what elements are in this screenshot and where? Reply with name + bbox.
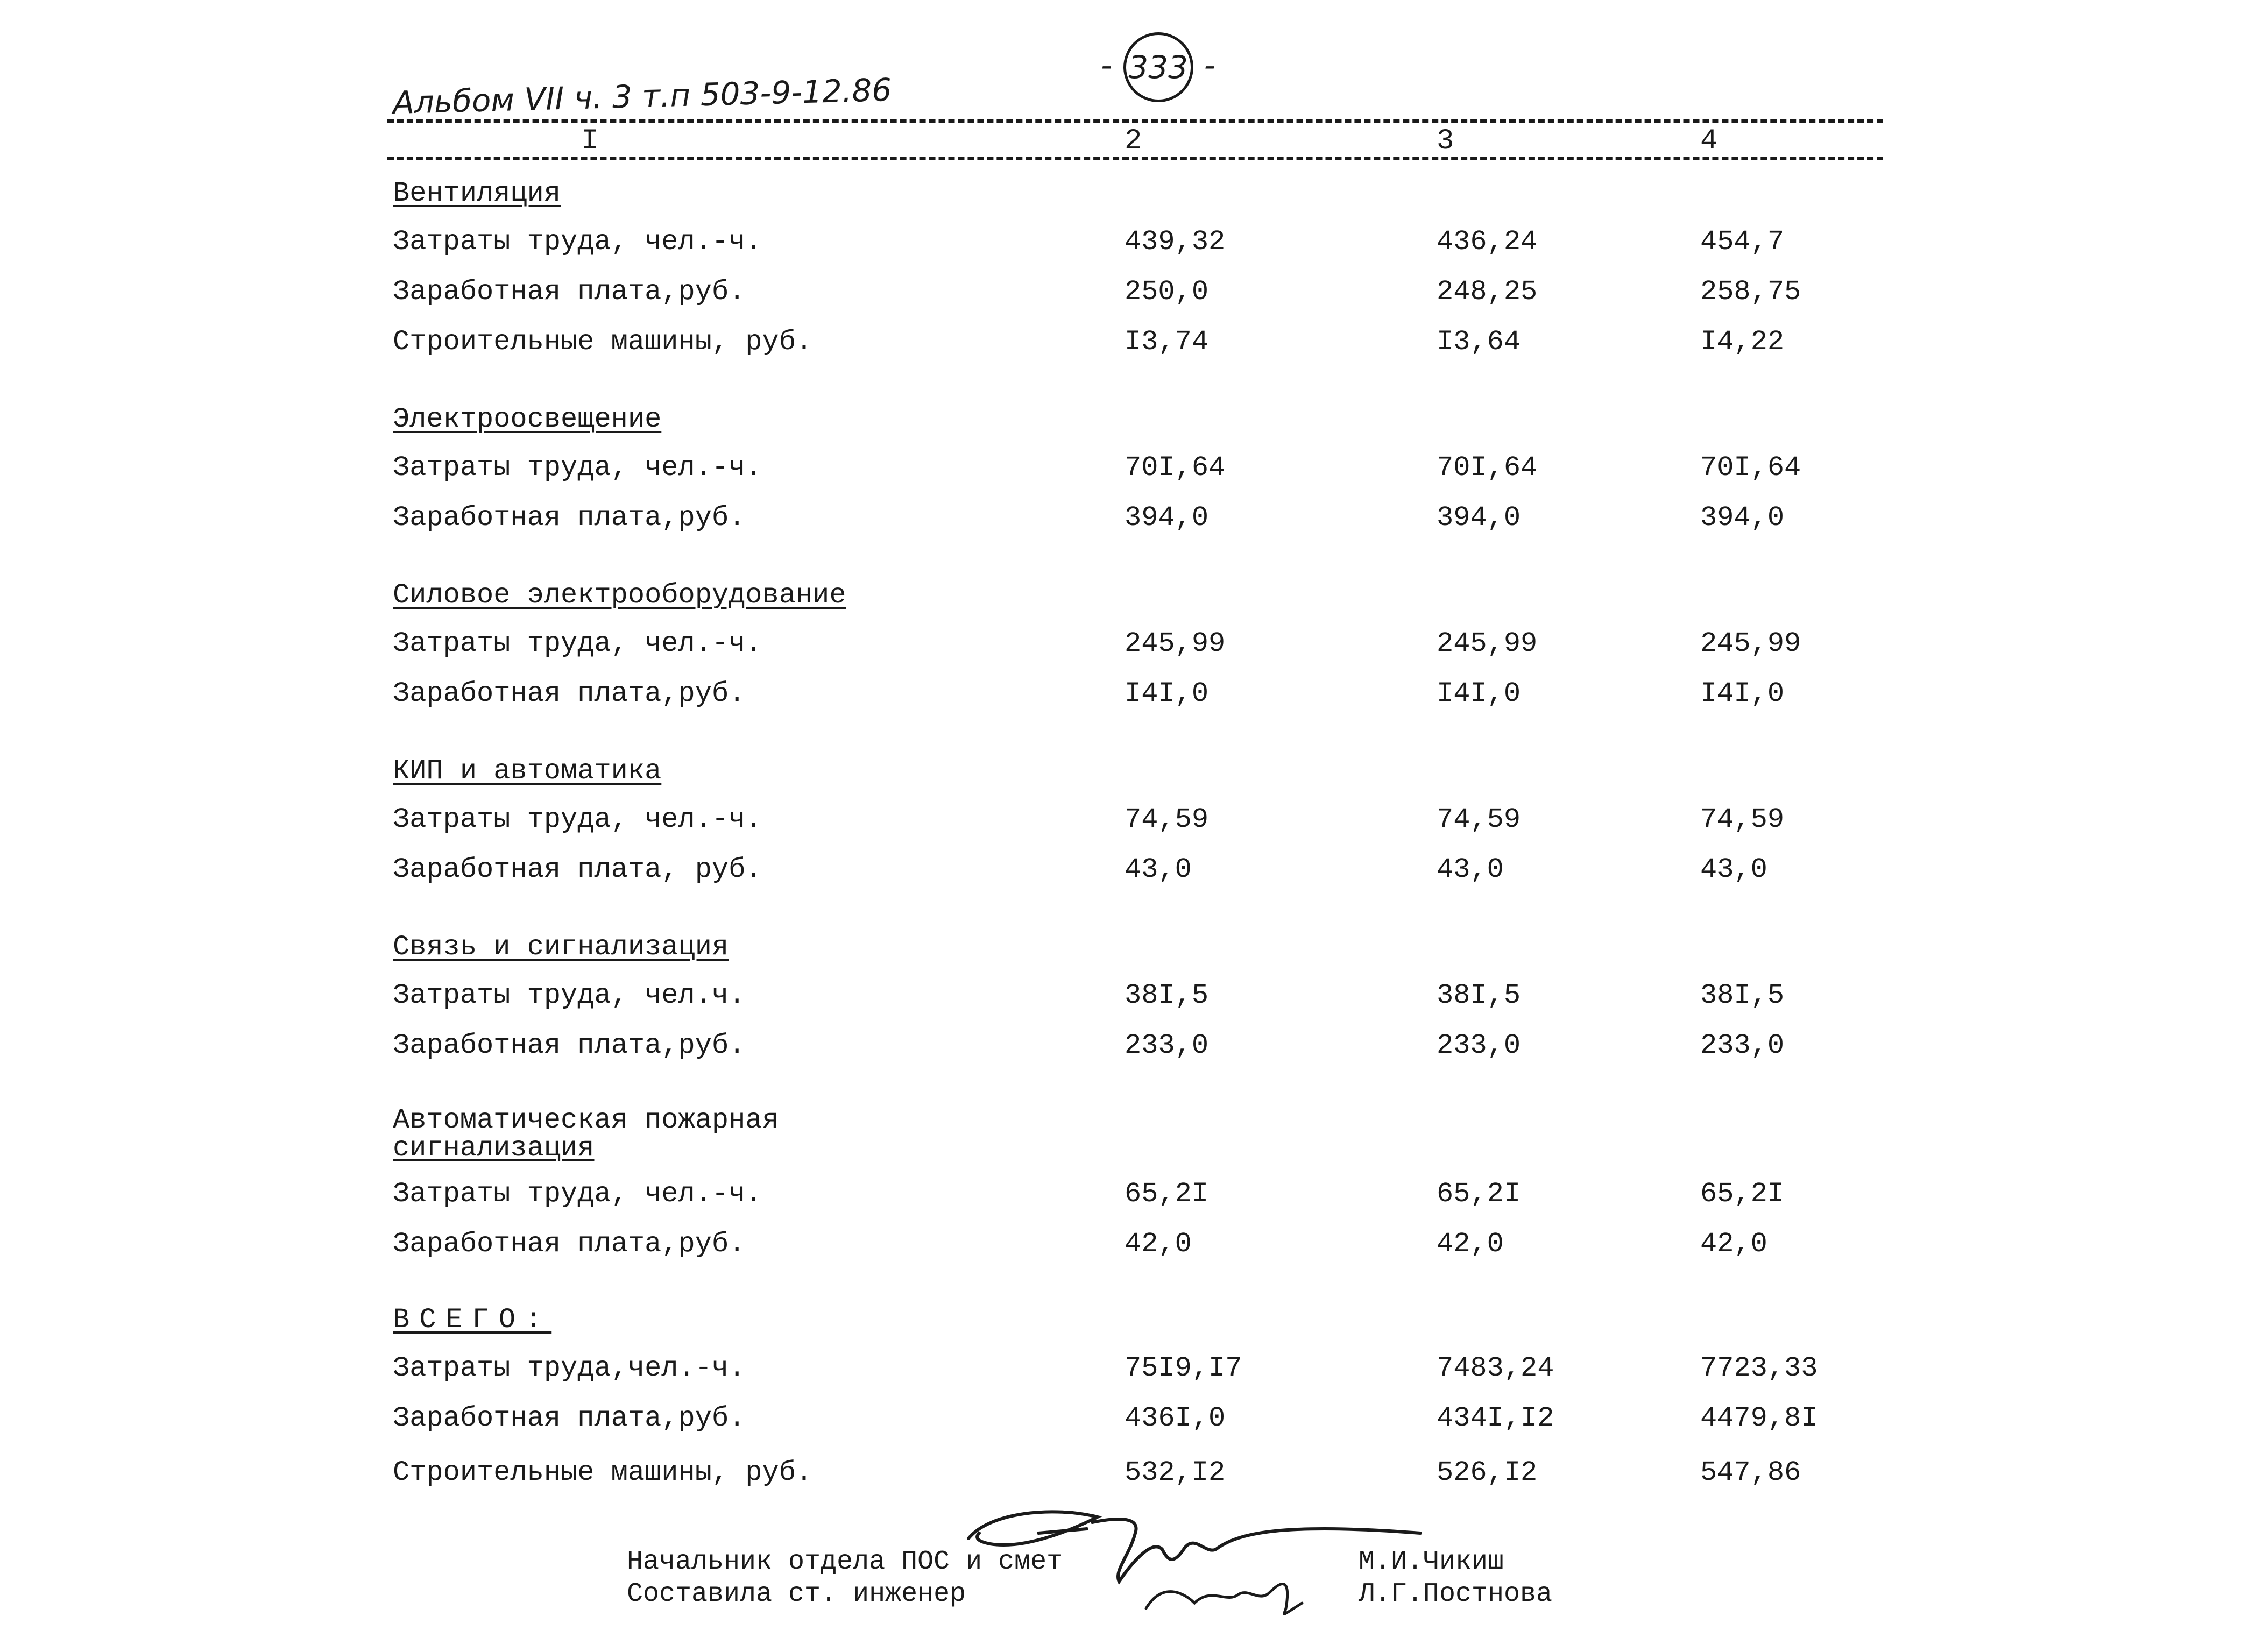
section-title-lighting: Электроосвещение	[393, 403, 662, 435]
value-col3: 436,24	[1437, 226, 1538, 258]
page-number-circle: 333	[1123, 32, 1193, 102]
value-col4: 547,86	[1700, 1457, 1801, 1488]
value-col2: 70I,64	[1125, 452, 1226, 484]
value-col4: 43,0	[1700, 854, 1767, 885]
value-col4: 38I,5	[1700, 980, 1785, 1011]
album-reference: Альбом VII ч. 3 т.п 503-9-12.86	[392, 71, 892, 122]
value-col2: 250,0	[1125, 276, 1209, 308]
table-row	[0, 980, 2256, 1023]
table-row	[0, 628, 2256, 671]
value-col4: 7723,33	[1700, 1352, 1818, 1384]
value-col2: 43,0	[1125, 854, 1192, 885]
row-label: Заработная плата,руб.	[393, 1228, 746, 1260]
row-label: Строительные машины, руб.	[393, 1457, 813, 1488]
value-col3: 245,99	[1437, 628, 1538, 660]
value-col2: I4I,0	[1125, 678, 1209, 710]
row-label: Заработная плата,руб.	[393, 502, 746, 534]
value-col3: 38I,5	[1437, 980, 1521, 1011]
column-number-2: 2	[1125, 125, 1142, 158]
value-col4: I4I,0	[1700, 678, 1785, 710]
row-label: Строительные машины, руб.	[393, 326, 813, 358]
table-row	[0, 1457, 2256, 1500]
table-row	[0, 1178, 2256, 1221]
section-title-line1: Автоматическая пожарная	[393, 1104, 779, 1136]
section-title-instrumentation: КИП и автоматика	[393, 755, 662, 787]
value-col4: 233,0	[1700, 1030, 1785, 1061]
value-col4: 42,0	[1700, 1228, 1767, 1260]
row-label: Затраты труда, чел.-ч.	[393, 226, 762, 258]
table-row	[0, 326, 2256, 369]
table-row	[0, 1402, 2256, 1445]
row-label: Затраты труда, чел.-ч.	[393, 628, 762, 660]
value-col4: 245,99	[1700, 628, 1801, 660]
value-col4: 258,75	[1700, 276, 1801, 308]
value-col3: 74,59	[1437, 804, 1521, 835]
section-title-power-equipment: Силовое электрооборудование	[393, 579, 846, 611]
value-col2: 42,0	[1125, 1228, 1192, 1260]
value-col2: 38I,5	[1125, 980, 1209, 1011]
table-row	[0, 804, 2256, 847]
value-col2: 532,I2	[1125, 1457, 1226, 1488]
value-col3: 233,0	[1437, 1030, 1521, 1061]
row-label: Затраты труда,чел.-ч.	[393, 1352, 746, 1384]
value-col3: 43,0	[1437, 854, 1504, 885]
value-col3: 42,0	[1437, 1228, 1504, 1260]
row-label: Заработная плата,руб.	[393, 1030, 746, 1061]
value-col3: 7483,24	[1437, 1352, 1554, 1384]
value-col4: 4479,8I	[1700, 1402, 1818, 1434]
header-divider-top	[387, 119, 1883, 123]
table-row	[0, 1228, 2256, 1271]
value-col3: 394,0	[1437, 502, 1521, 534]
section-title-fire-alarm	[393, 1104, 779, 1164]
footer-role-head: Начальник отдела ПОС и смет	[627, 1547, 1063, 1577]
table-row	[0, 1352, 2256, 1395]
value-col4: 70I,64	[1700, 452, 1801, 484]
row-label: Затраты труда, чел.-ч.	[393, 804, 762, 835]
page-number: - 333 -	[1098, 32, 1219, 102]
row-label: Заработная плата,руб.	[393, 276, 746, 308]
table-row	[0, 276, 2256, 319]
column-number-3: 3	[1437, 125, 1454, 158]
row-label: Заработная плата, руб.	[393, 854, 762, 885]
value-col4: I4,22	[1700, 326, 1785, 358]
table-row	[0, 502, 2256, 545]
value-col3: 70I,64	[1437, 452, 1538, 484]
value-col2: 233,0	[1125, 1030, 1209, 1061]
footer-name-head: М.И.Чикиш	[1359, 1547, 1504, 1577]
table-row	[0, 1030, 2256, 1073]
value-col4: 74,59	[1700, 804, 1785, 835]
value-col3: 434I,I2	[1437, 1402, 1554, 1434]
value-col3: 526,I2	[1437, 1457, 1538, 1488]
row-label: Затраты труда, чел.-ч.	[393, 452, 762, 484]
value-col2: 75I9,I7	[1125, 1352, 1242, 1384]
column-number-4: 4	[1700, 125, 1718, 158]
row-label: Затраты труда, чел.ч.	[393, 980, 746, 1011]
value-col4: 65,2I	[1700, 1178, 1785, 1210]
value-col3: 65,2I	[1437, 1178, 1521, 1210]
value-col3: I3,64	[1437, 326, 1521, 358]
value-col3: I4I,0	[1437, 678, 1521, 710]
table-row	[0, 226, 2256, 269]
section-title-line2: сигнализация	[393, 1132, 595, 1164]
table-row	[0, 678, 2256, 721]
value-col2: I3,74	[1125, 326, 1209, 358]
footer-name-engineer: Л.Г.Постнова	[1359, 1579, 1553, 1610]
value-col2: 394,0	[1125, 502, 1209, 534]
value-col4: 394,0	[1700, 502, 1785, 534]
row-label: Заработная плата,руб.	[393, 678, 746, 710]
value-col2: 245,99	[1125, 628, 1226, 660]
footer-role-engineer: Составила ст. инженер	[627, 1579, 966, 1610]
value-col2: 74,59	[1125, 804, 1209, 835]
value-col3: 248,25	[1437, 276, 1538, 308]
row-label: Заработная плата,руб.	[393, 1402, 746, 1434]
value-col4: 454,7	[1700, 226, 1785, 258]
table-row	[0, 854, 2256, 897]
value-col2: 439,32	[1125, 226, 1226, 258]
table-row	[0, 452, 2256, 495]
column-number-1: I	[581, 125, 599, 158]
row-label: Затраты труда, чел.-ч.	[393, 1178, 762, 1210]
section-title-communications: Связь и сигнализация	[393, 931, 729, 963]
value-col2: 436I,0	[1125, 1402, 1226, 1434]
value-col2: 65,2I	[1125, 1178, 1209, 1210]
signature	[958, 1501, 1442, 1625]
section-title-ventilation: Вентиляция	[393, 178, 561, 209]
section-title-total: ВСЕГО:	[393, 1304, 552, 1336]
